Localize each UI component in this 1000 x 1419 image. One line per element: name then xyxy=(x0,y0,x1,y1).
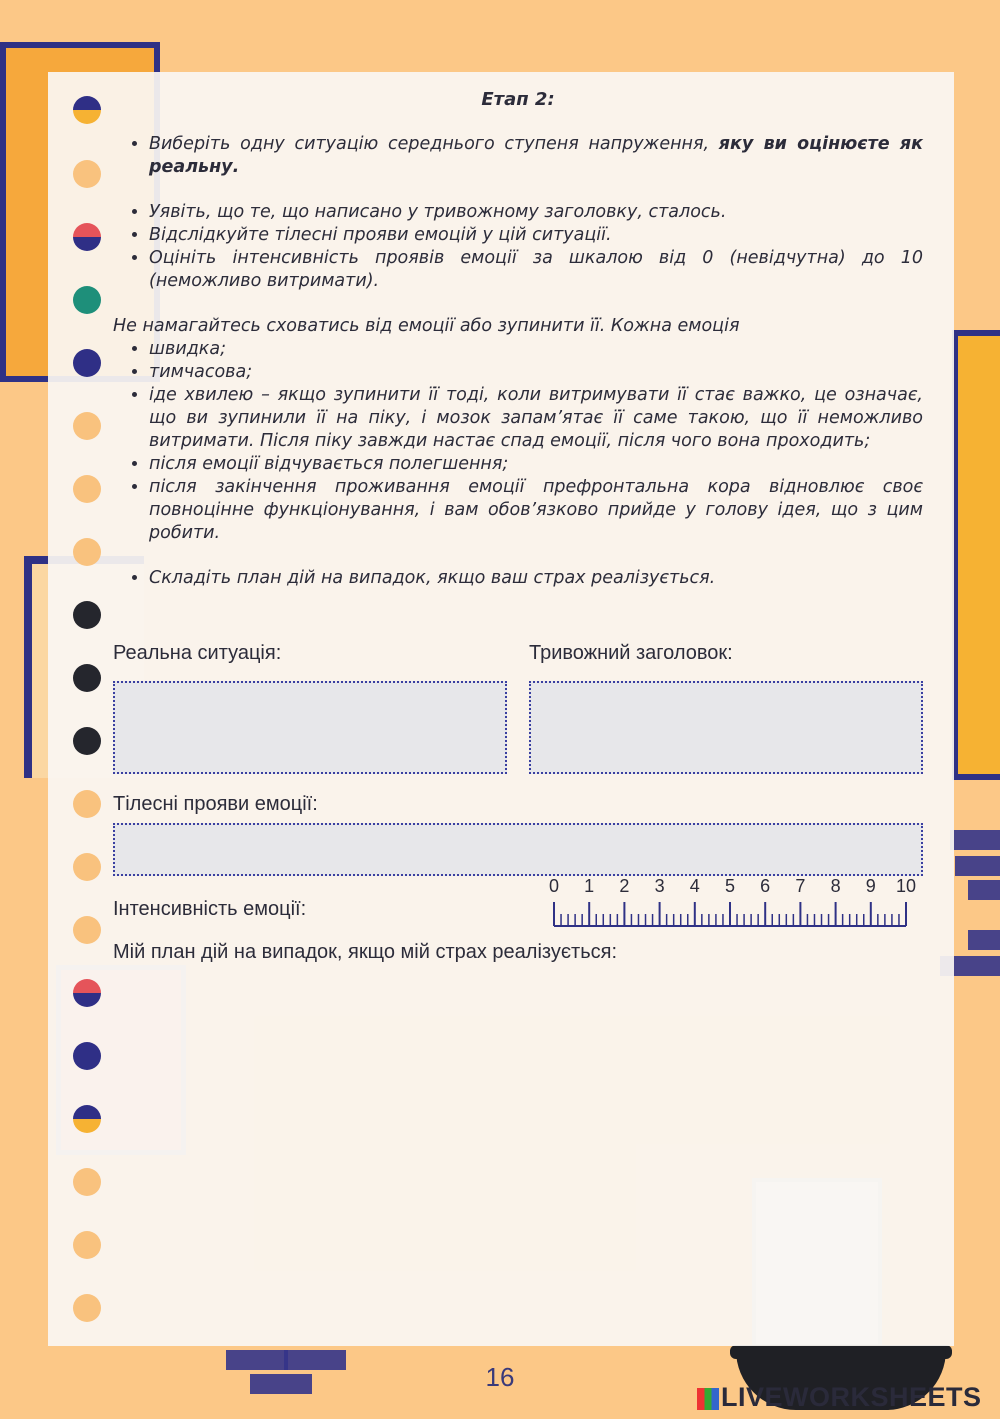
list-item: • Складіть план дій на випадок, якщо ваш страх реалізується. xyxy=(149,567,923,590)
page-number: 16 xyxy=(485,1362,515,1392)
instructions xyxy=(113,88,923,590)
binder-hole xyxy=(73,790,101,818)
binder-hole xyxy=(73,538,101,566)
list-item: • Оцініть інтенсивність проявів емоції за шкалою від 0 (невідчутна) до 10 (неможливо витримати). xyxy=(149,247,923,293)
binder-hole xyxy=(73,286,101,314)
scale-number: 2 xyxy=(619,876,630,896)
real-situation-input[interactable] xyxy=(113,681,507,774)
scale-number: 1 xyxy=(584,876,595,896)
binder-hole xyxy=(73,160,101,188)
binder-hole xyxy=(73,979,101,1007)
binder-hole xyxy=(73,475,101,503)
list-item: • швидка; xyxy=(149,338,923,361)
binder-hole xyxy=(73,1042,101,1070)
binder-hole xyxy=(73,916,101,944)
binder-hole xyxy=(73,349,101,377)
logo-icon xyxy=(697,1388,719,1410)
intro-text: Не намагайтесь сховатись від емоції або зупинити її. Кожна емоція xyxy=(113,316,740,336)
list-item: • Відслідкуйте тілесні прояви емоцій у цій ситуації. xyxy=(149,224,923,247)
binder-hole xyxy=(73,664,101,692)
decor-brick xyxy=(950,830,1000,850)
list-item: • після закінчення проживання емоції префронтальна кора відновлює своє повноцінне функціонування, і вам обов’язково прийде у голову ідея, що з цим робити. xyxy=(149,476,923,545)
list-item: • тимчасова; xyxy=(149,361,923,384)
plan-label: Мій план дій на випадок, якщо мій страх реалізується: xyxy=(113,941,618,963)
intensity-ruler[interactable] xyxy=(552,900,908,930)
plan-list xyxy=(113,567,923,590)
binder-hole xyxy=(73,412,101,440)
list-item: • Уявіть, що те, що написано у тривожному заголовку, сталось. xyxy=(149,201,923,224)
alarm-headline-label: Тривожний заголовок: xyxy=(529,642,733,664)
alarm-headline-input[interactable] xyxy=(529,681,923,774)
decor-window-right xyxy=(952,330,1000,780)
stage-title: Етап 2: xyxy=(481,89,555,110)
scale-number: 4 xyxy=(689,876,700,896)
intensity-label: Інтенсивність емоції: xyxy=(113,898,307,920)
scale-number: 10 xyxy=(895,876,917,896)
binder-hole xyxy=(73,727,101,755)
decor-brick xyxy=(968,930,1000,950)
scale-number: 7 xyxy=(795,876,806,896)
list-item: • після емоції відчувається полегшення; xyxy=(149,453,923,476)
scale-number: 5 xyxy=(724,876,736,896)
binder-hole xyxy=(73,223,101,251)
intensity-scale-numbers xyxy=(546,876,916,898)
bullet-list-b xyxy=(113,201,923,293)
real-situation-label: Реальна ситуація: xyxy=(113,642,282,664)
body-signs-input[interactable] xyxy=(113,823,923,876)
scale-number: 9 xyxy=(865,876,876,896)
binder-hole xyxy=(73,1168,101,1196)
binder-hole xyxy=(73,1294,101,1322)
binder-hole xyxy=(73,1105,101,1133)
list-item: • Виберіть одну ситуацію середнього ступеня напруження, яку ви оцінюєте як реальну. xyxy=(149,133,923,179)
body-signs-label: Тілесні прояви емоції: xyxy=(113,793,318,815)
decor-brick xyxy=(955,856,1000,876)
list-item: • іде хвилею – якщо зупинити її тоді, коли витримувати її стає важко, це означає, що ви зупинили її на піку, і мозок запам’ятає її саме такою, що її неможливо витримати. Після піку завжди настає спад емоції, після чого вона проходить; xyxy=(149,384,923,453)
binder-hole xyxy=(73,601,101,629)
scale-number: 6 xyxy=(760,876,771,896)
binder-hole xyxy=(73,1231,101,1259)
binder-hole xyxy=(73,96,101,124)
scale-number: 0 xyxy=(548,876,560,896)
scale-number: 3 xyxy=(654,876,665,896)
decor-brick xyxy=(968,880,1000,900)
liveworksheets-logo: LIVEWORKSHEETS xyxy=(697,1382,982,1413)
emotion-list xyxy=(113,338,923,545)
binder-hole xyxy=(73,853,101,881)
bullet-list-a xyxy=(113,133,923,179)
scale-number: 8 xyxy=(830,876,841,896)
